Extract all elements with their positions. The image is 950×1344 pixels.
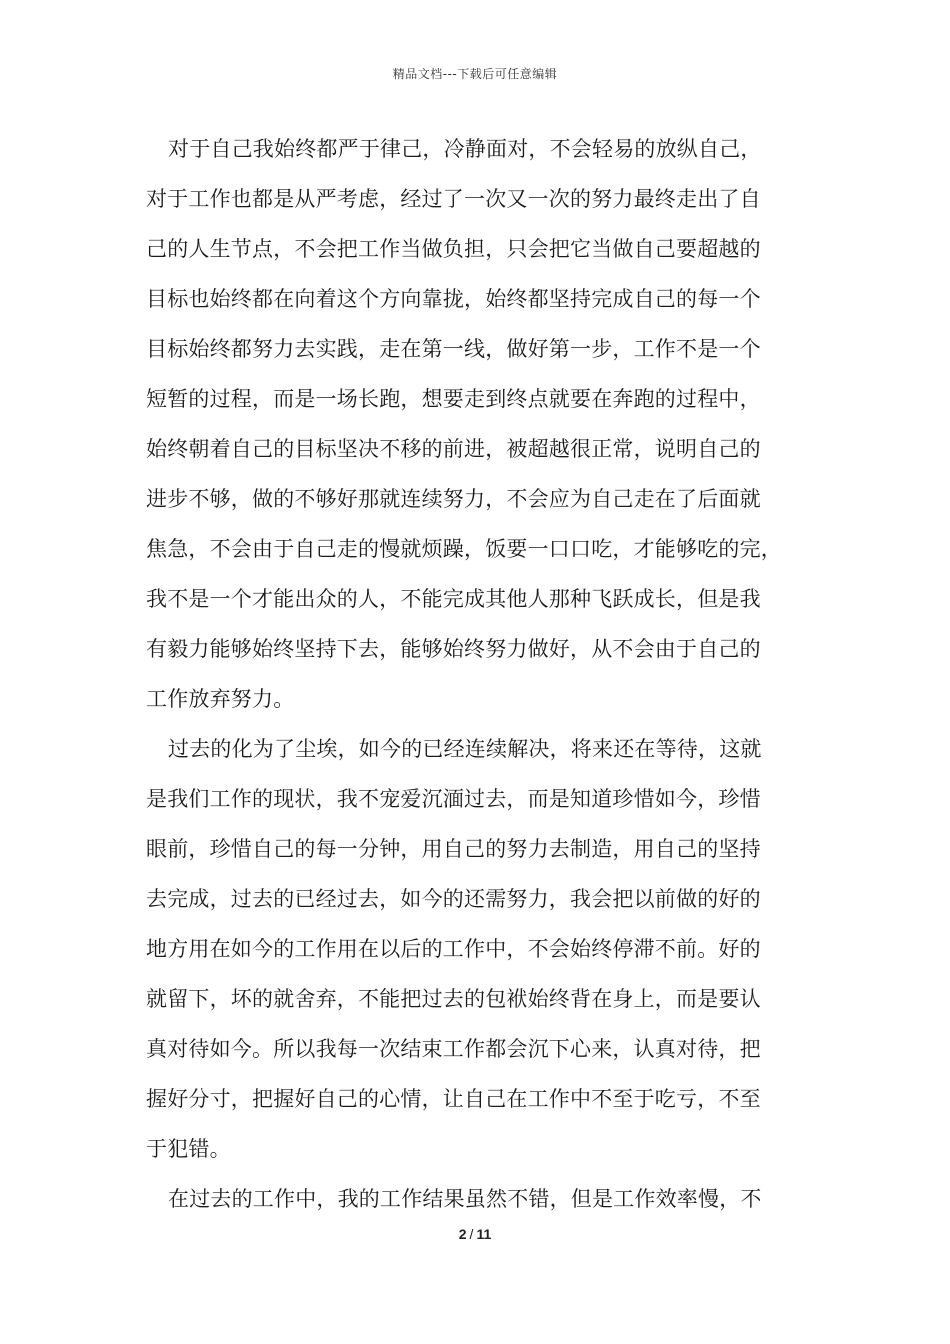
paragraph-2-line-9: 于犯错。 (146, 1137, 231, 1161)
paragraph-2-line-4: 去完成，过去的已经过去，如今的还需努力，我会把以前做的好的 (146, 887, 761, 911)
paragraph-1-line-2: 对于工作也都是从严考虑，经过了一次又一次的努力最终走出了自 (146, 187, 761, 211)
paragraph-1-line-1: 对于自己我始终都严于律己，冷静面对，不会轻易的放纵自己， (168, 137, 762, 161)
paragraph-1-line-11: 有毅力能够始终坚持下去，能够始终努力做好，从不会由于自己的 (146, 637, 761, 661)
paragraph-1-line-4: 目标也始终都在向着这个方向靠拢，始终都坚持完成自己的每一个 (146, 287, 761, 311)
paragraph-2-line-5: 地方用在如今的工作用在以后的工作中，不会始终停滞不前。好的 (146, 937, 761, 961)
page-number-separator: / (469, 1226, 474, 1242)
paragraph-2-line-2: 是我们工作的现状，我不宠爱沉湎过去，而是知道珍惜如今，珍惜 (146, 787, 761, 811)
paragraph-1-line-8: 进步不够，做的不够好那就连续努力，不会应为自己走在了后面就 (146, 487, 761, 511)
paragraph-1-line-9: 焦急，不会由于自己走的慢就烦躁，饭要一口口吃，才能够吃的完， (146, 537, 782, 561)
paragraph-1-line-7: 始终朝着自己的目标坚决不移的前进，被超越很正常，说明自己的 (146, 437, 761, 461)
paragraph-2-line-7: 真对待如今。所以我每一次结束工作都会沉下心来，认真对待，把 (146, 1037, 761, 1061)
paragraph-1-line-12: 工作放弃努力。 (146, 687, 295, 711)
current-page-number: 2 (458, 1226, 467, 1242)
page-number (0, 1226, 950, 1242)
paragraph-2-line-3: 眼前，珍惜自己的每一分钟，用自己的努力去制造，用自己的坚持 (146, 837, 761, 861)
document-body (146, 124, 816, 1224)
paragraph-1-line-6: 短暂的过程，而是一场长跑，想要走到终点就要在奔跑的过程中， (146, 387, 761, 411)
paragraph-1-line-5: 目标始终都努力去实践，走在第一线，做好第一步，工作不是一个 (146, 337, 761, 361)
paragraph-2-line-8: 握好分寸，把握好自己的心情，让自己在工作中不至于吃亏，不至 (146, 1087, 761, 1111)
paragraph-1-line-10: 我不是一个才能出众的人，不能完成其他人那种飞跃成长，但是我 (146, 587, 761, 611)
page-header: 精品文档---下载后可任意编辑 (392, 67, 558, 81)
total-page-count: 11 (476, 1226, 492, 1242)
paragraph-1-line-3: 己的人生节点，不会把工作当做负担，只会把它当做自己要超越的 (146, 237, 761, 261)
paragraph-2-line-1: 过去的化为了尘埃，如今的已经连续解决，将来还在等待，这就 (168, 737, 762, 761)
paragraph-2-line-6: 就留下，坏的就舍弃，不能把过去的包袱始终背在身上，而是要认 (146, 987, 761, 1011)
paragraph-3-line-1: 在过去的工作中，我的工作结果虽然不错，但是工作效率慢，不 (168, 1187, 762, 1211)
